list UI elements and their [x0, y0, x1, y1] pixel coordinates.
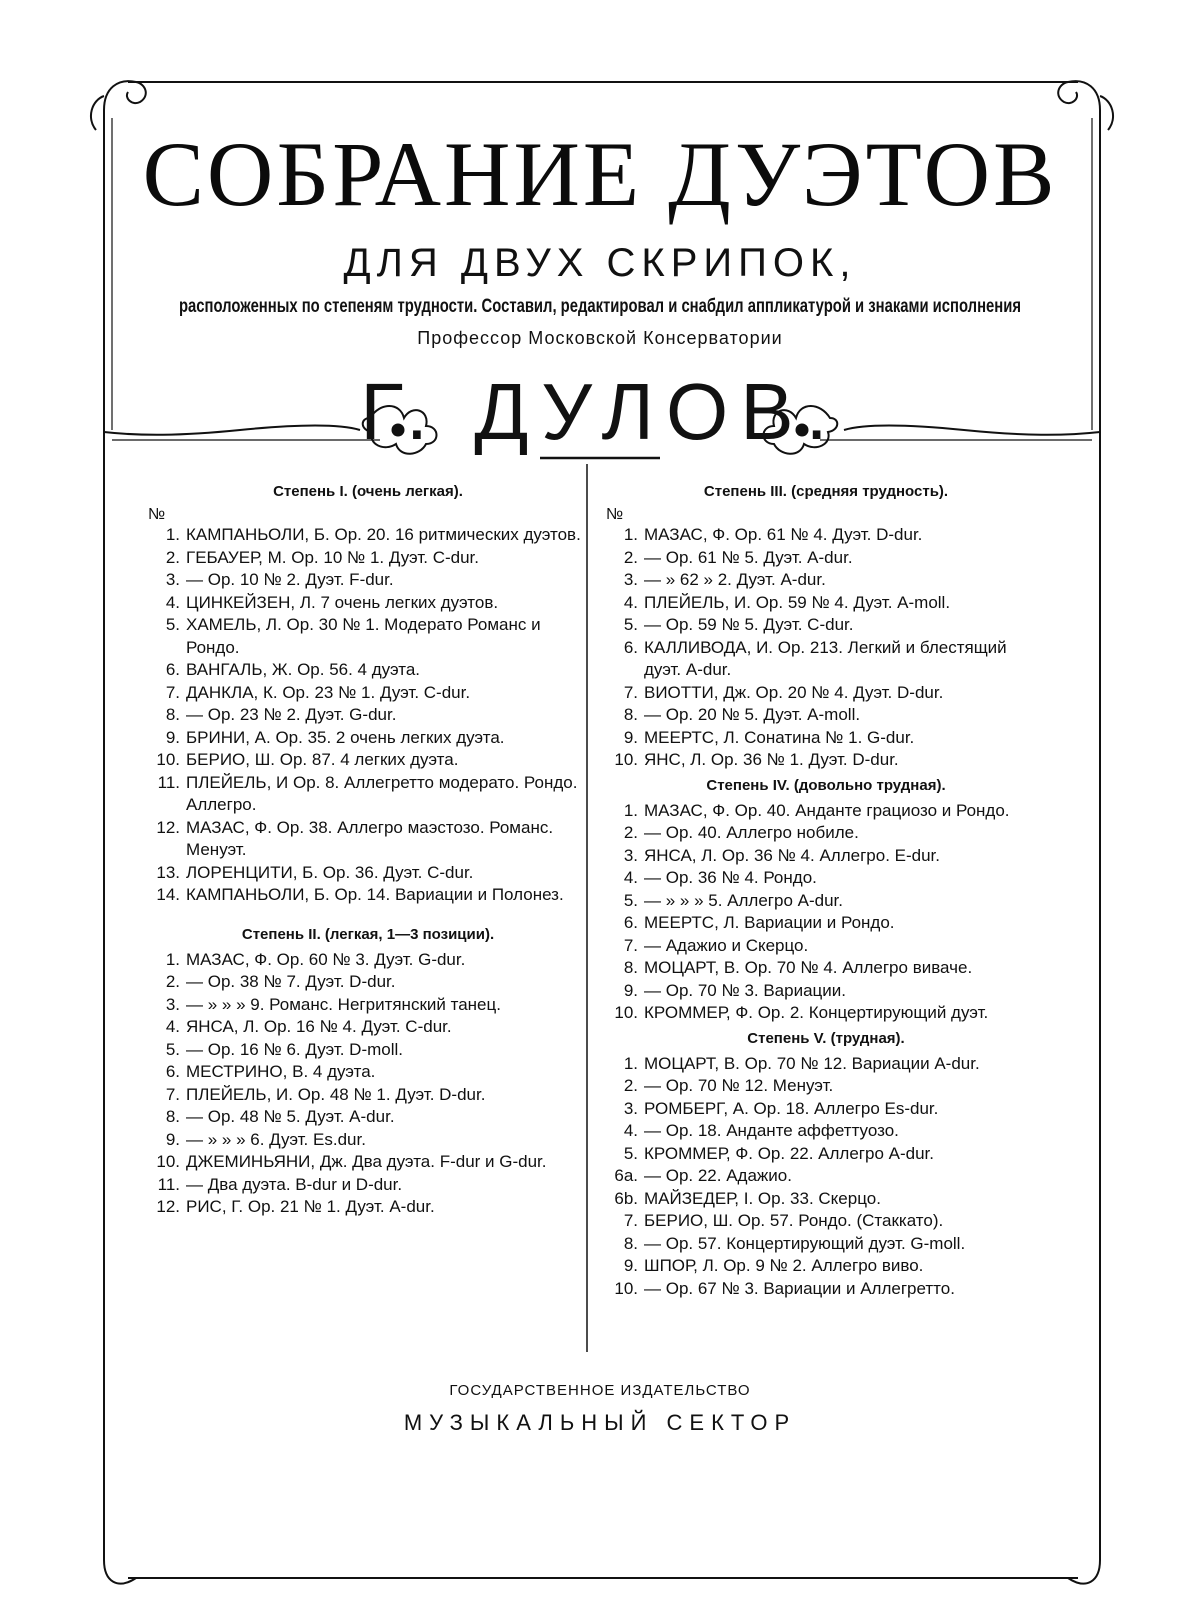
list-item: 8. — Ор. 48 № 5. Дуэт. A-dur.	[165, 1107, 395, 1126]
list-item: 10. ДЖЕМИНЬЯНИ, Дж. Два дуэта. F-dur и G-dur.	[156, 1152, 547, 1171]
list-item: 7. ПЛЕЙЕЛЬ, И. Ор. 48 № 1. Дуэт. D-dur.	[165, 1084, 486, 1104]
author-name: Г. ДУЛОВ.	[360, 367, 840, 456]
list-item: 2. — Ор. 38 № 7. Дуэт. D-dur.	[165, 972, 396, 991]
list-item: 12. МАЗАС, Ф. Ор. 38. Аллегро маэстозо. Романс. Менуэт.	[156, 817, 554, 859]
list-item: 9. ШПОР, Л. Ор. 9 № 2. Аллегро виво.	[623, 1256, 924, 1275]
grade-1-list	[148, 524, 588, 907]
list-item: 8. — Ор. 23 № 2. Дуэт. G-dur.	[165, 705, 397, 724]
list-item: 2. — Ор. 61 № 5. Дуэт. A-dur.	[623, 547, 853, 567]
right-column	[606, 478, 1046, 1300]
list-item: 7. БЕРИО, Ш. Ор. 57. Рондо. (Стаккато).	[623, 1211, 944, 1230]
list-item: 6. МЕЕРТС, Л. Вариации и Рондо.	[623, 913, 895, 932]
list-item: 9. МЕЕРТС, Л. Сонатина № 1. G-dur.	[623, 727, 915, 747]
list-item: 7. — Адажио и Скерцо.	[623, 935, 809, 955]
list-item: 10. — Ор. 67 № 3. Вариации и Аллегретто.	[614, 1278, 955, 1298]
list-item: 3. — » » » 9. Романс. Негритянский танец.	[165, 994, 501, 1014]
list-item: 10. БЕРИО, Ш. Ор. 87. 4 легких дуэта.	[156, 750, 459, 769]
left-column	[148, 478, 588, 1219]
list-item: 5. — Ор. 59 № 5. Дуэт. C-dur.	[623, 615, 854, 634]
list-item: 7. ДАНКЛА, К. Ор. 23 № 1. Дуэт. C-dur.	[165, 682, 471, 702]
grade-5-title: Степень V. (трудная).	[747, 1029, 905, 1047]
list-item: 8. МОЦАРТ, В. Ор. 70 № 4. Аллегро виваче.	[623, 958, 973, 977]
list-item: 1. КАМПАНЬОЛИ, Б. Ор. 20. 16 ритмических дуэтов.	[165, 525, 581, 544]
list-item: 3. ЯНСА, Л. Ор. 36 № 4. Аллегро. E-dur.	[623, 845, 941, 865]
grade-3-title: Степень III. (средняя трудность).	[703, 483, 949, 500]
grade-2-title: Степень II. (легкая, 1—3 позиции).	[241, 925, 495, 943]
list-item: 2. ГЕБАУЕР, М. Ор. 10 № 1. Дуэт. C-dur.	[165, 547, 479, 567]
grade-5-list	[606, 1053, 1046, 1301]
list-item: 12. РИС, Г. Ор. 21 № 1. Дуэт. A-dur.	[156, 1197, 435, 1216]
list-item: 4. ЯНСА, Л. Ор. 16 № 4. Дуэт. C-dur.	[165, 1017, 452, 1036]
list-item: 3. — Ор. 10 № 2. Дуэт. F-dur.	[165, 570, 394, 589]
number-sign: №	[606, 506, 624, 523]
description-line: расположенных по степеням трудности. Составил, редактировал и снабдил аппликатурой и знаками исполнения	[179, 296, 1021, 317]
grade-3-list	[606, 524, 1046, 772]
list-item: 11. — Два дуэта. B-dur и D-dur.	[157, 1174, 403, 1194]
number-sign: №	[148, 506, 166, 523]
page-title: СОБРАНИЕ ДУЭТОВ	[142, 123, 1058, 225]
list-item: 6а. — Ор. 22. Адажио.	[614, 1166, 792, 1185]
list-item: 9. БРИНИ, А. Ор. 35. 2 очень легких дуэта.	[165, 727, 505, 747]
list-item: 10. КРОММЕР, Ф. Ор. 2. Концертирующий дуэт.	[614, 1003, 989, 1022]
grade-2-list	[148, 949, 588, 1219]
publisher-name: ГОСУДАРСТВЕННОЕ ИЗДАТЕЛЬСТВО	[449, 1382, 751, 1399]
list-item: 2. — Ор. 70 № 12. Менуэт.	[623, 1076, 834, 1095]
grade-4-title: Степень IV. (довольно трудная).	[706, 776, 946, 794]
list-item: 13. ЛОРЕНЦИТИ, Б. Ор. 36. Дуэт. C-dur.	[156, 862, 474, 882]
list-item: 4. ЦИНКЕЙЗЕН, Л. 7 очень легких дуэтов.	[165, 592, 499, 612]
list-item: 7. ВИОТТИ, Дж. Ор. 20 № 4. Дуэт. D-dur.	[623, 682, 944, 702]
list-item: 6. МЕСТРИНО, В. 4 дуэта.	[165, 1062, 376, 1081]
list-item: 4. — Ор. 18. Анданте аффеттуозо.	[623, 1121, 899, 1140]
list-item: 5. — » » » 5. Аллегро A-dur.	[623, 890, 843, 910]
professor-line: Профессор Московской Консерватории	[417, 328, 783, 348]
publisher-sector: МУЗЫКАЛЬНЫЙ СЕКТОР	[403, 1410, 797, 1435]
list-item: 8. — Ор. 57. Концертирующий дуэт. G-moll.	[623, 1233, 966, 1253]
list-item: 5. ХАМЕЛЬ, Л. Ор. 30 № 1. Модерато Романс и Рондо.	[165, 615, 541, 657]
list-item: 3. — » 62 » 2. Дуэт. A-dur.	[623, 570, 826, 589]
list-item: 6b. МАЙЗЕДЕР, I. Ор. 33. Скерцо.	[614, 1188, 881, 1208]
list-item: 5. — Ор. 16 № 6. Дуэт. D-moll.	[165, 1039, 404, 1059]
list-item: 8. — Ор. 20 № 5. Дуэт. A-moll.	[623, 705, 861, 724]
list-item: 10. ЯНС, Л. Ор. 36 № 1. Дуэт. D-dur.	[614, 750, 899, 769]
list-item: 9. — » » » 6. Дуэт. Es.dur.	[165, 1129, 366, 1149]
list-item: 11. ПЛЕЙЕЛЬ, И Ор. 8. Аллегретто модерато. Рондо. Аллегро.	[157, 772, 578, 814]
list-item: 5. КРОММЕР, Ф. Ор. 22. Аллегро A-dur.	[623, 1143, 934, 1163]
page-subtitle: ДЛЯ ДВУХ СКРИПОК,	[343, 241, 857, 285]
list-item: 6. КАЛЛИВОДА, И. Ор. 213. Легкий и блестящий дуэт. A-dur.	[623, 637, 1007, 679]
list-item: 9. — Ор. 70 № 3. Вариации.	[623, 980, 846, 1000]
list-item: 4. ПЛЕЙЕЛЬ, И. Ор. 59 № 4. Дуэт. A-moll.	[623, 592, 951, 612]
grade-4-list	[606, 800, 1046, 1025]
list-item: 1. МАЗАС, Ф. Ор. 61 № 4. Дуэт. D-dur.	[623, 525, 923, 544]
grade-1-title: Степень I. (очень легкая).	[273, 483, 463, 500]
list-item: 1. МАЗАС, Ф. Ор. 40. Анданте грациозо и Рондо.	[623, 800, 1010, 820]
list-item: 1. МОЦАРТ, В. Ор. 70 № 12. Вариации A-dur.	[623, 1053, 980, 1073]
list-item: 14. КАМПАНЬОЛИ, Б. Ор. 14. Вариации и Полонез.	[156, 885, 564, 904]
list-item: 3. РОМБЕРГ, А. Ор. 18. Аллегро Es-dur.	[623, 1098, 939, 1118]
list-item: 2. — Ор. 40. Аллегро нобиле.	[623, 823, 859, 842]
list-item: 1. МАЗАС, Ф. Ор. 60 № 3. Дуэт. G-dur.	[165, 949, 466, 969]
list-item: 6. ВАНГАЛЬ, Ж. Ор. 56. 4 дуэта.	[165, 660, 421, 679]
list-item: 4. — Ор. 36 № 4. Рондо.	[623, 868, 817, 887]
